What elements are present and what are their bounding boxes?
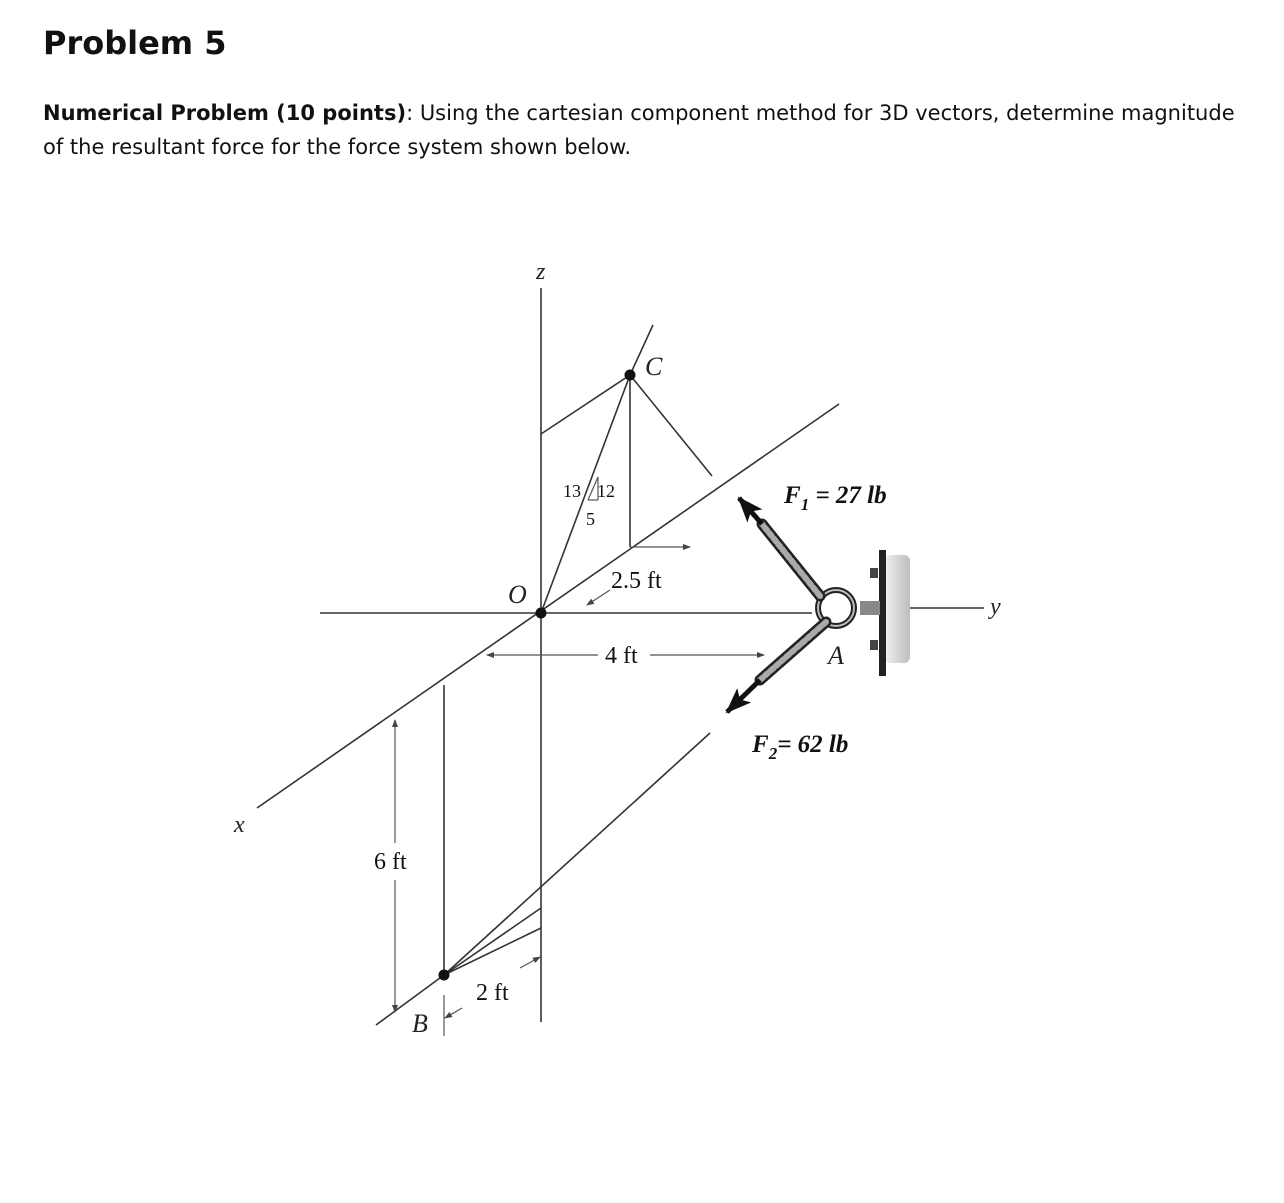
prompt-text: : Using the cartesian component method for 3D vectors, determine magnitude of the resultant force for the force system shown below. [43,101,1235,159]
dimension-4ft: 4 ft [605,643,638,669]
point-b-label: B [412,1009,428,1038]
point-c-label: C [645,352,663,381]
dim-line-d4a [520,957,540,968]
b-diag-2 [444,928,541,975]
dimension-2-5ft: 2.5 ft [611,568,662,594]
slope-13-label: 13 [563,481,581,501]
axis-z-label: z [536,259,546,285]
b-dim-tick [376,975,444,1025]
point-a-label: A [828,641,844,670]
point-o-label: O [508,580,527,609]
slope-12-label: 12 [597,481,615,501]
dimension-2ft: 2 ft [476,980,509,1006]
prompt-bold-label: Numerical Problem (10 points) [43,101,407,125]
dim-line-d4b [445,1008,462,1018]
force-f2-arrow [727,680,760,712]
axis-x-label: x [234,812,245,838]
force-f2-label: $F_2= 62$ lb [752,731,849,763]
frame-line-c [541,375,630,434]
cable-ca [630,375,712,476]
dimension-6ft: 6 ft [374,849,407,875]
point-b-dot [439,970,450,981]
axis-y-label: y [990,594,1001,620]
force-f1-label: $F_1 = 27$ lb [784,482,887,514]
force-f1-arrow [739,498,762,524]
problem-title: Problem 5 [43,24,227,62]
point-c-dot [625,370,636,381]
slope-5-label: 5 [586,509,595,529]
cable-ba [444,733,710,975]
point-o-dot [536,608,547,619]
dim-line-d1a [587,590,610,605]
